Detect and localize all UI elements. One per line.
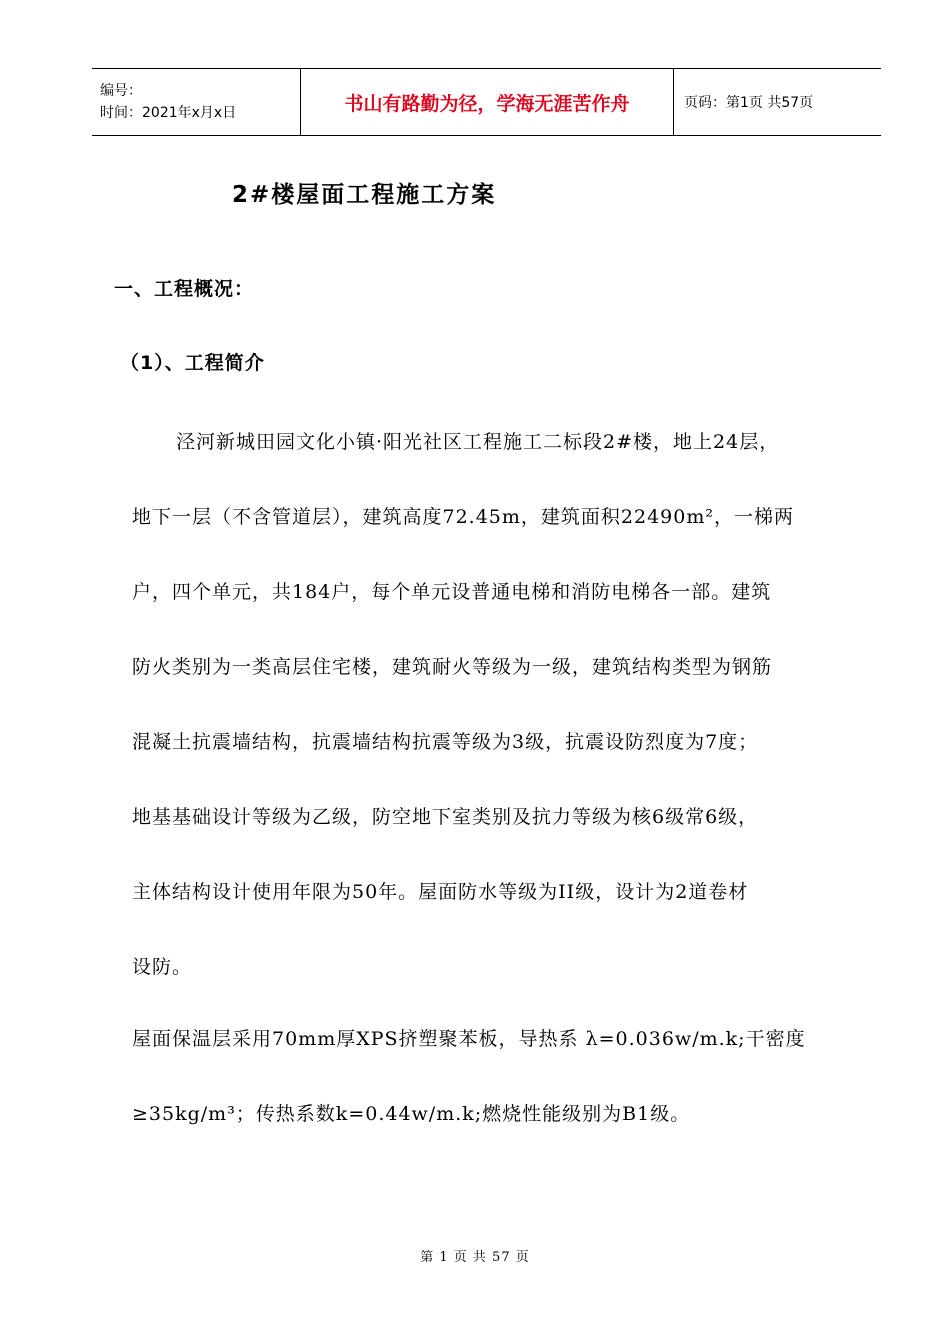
document-header [92,68,881,136]
subsection-heading: （1）、工程简介 [120,352,265,374]
document-number-label: 编号： [100,83,142,99]
insulation-paragraph [132,1024,852,1174]
paragraph-line: 地下一层（不含管道层），建筑高度72.45m，建筑面积22490m²，一梯两 [132,506,794,528]
paragraph-line: 泾河新城田园文化小镇·阳光社区工程施工二标段2#楼，地上24层， [176,431,780,453]
header-page-info: 页码：第1页 共57页 [674,69,882,136]
paragraph-line: 设防。 [132,956,193,978]
paragraph-line: 屋面保温层采用70mm厚XPS挤塑聚苯板，导热系 λ=0.036w/m.k;干密度 [132,1028,806,1050]
document-time-label: 时间：2021年x月x日 [100,105,237,121]
header-meta-cell [92,69,301,136]
page-footer: 第 1 页 共 57 页 [420,1250,530,1265]
section-heading: 一、工程概况： [114,278,255,300]
project-overview-paragraph [132,427,852,1027]
paragraph-line: 主体结构设计使用年限为50年。屋面防水等级为II级，设计为2道卷材 [132,881,749,903]
paragraph-line: 防火类别为一类高层住宅楼，建筑耐火等级为一级，建筑结构类型为钢筋 [132,656,773,678]
paragraph-line: ≥35kg/m³；传热系数k=0.44w/m.k;燃烧性能级别为B1级。 [132,1103,691,1125]
document-title: 2#楼屋面工程施工方案 [232,182,497,208]
paragraph-line: 混凝土抗震墙结构，抗震墙结构抗震等级为3级，抗震设防烈度为7度； [132,731,759,753]
paragraph-line: 户，四个单元，共184户，每个单元设普通电梯和消防电梯各一部。建筑 [132,581,772,603]
header-motto: 书山有路勤为径，学海无涯苦作舟 [301,69,674,136]
paragraph-line: 地基基础设计等级为乙级，防空地下室类别及抗力等级为核6级常6级， [132,806,759,828]
